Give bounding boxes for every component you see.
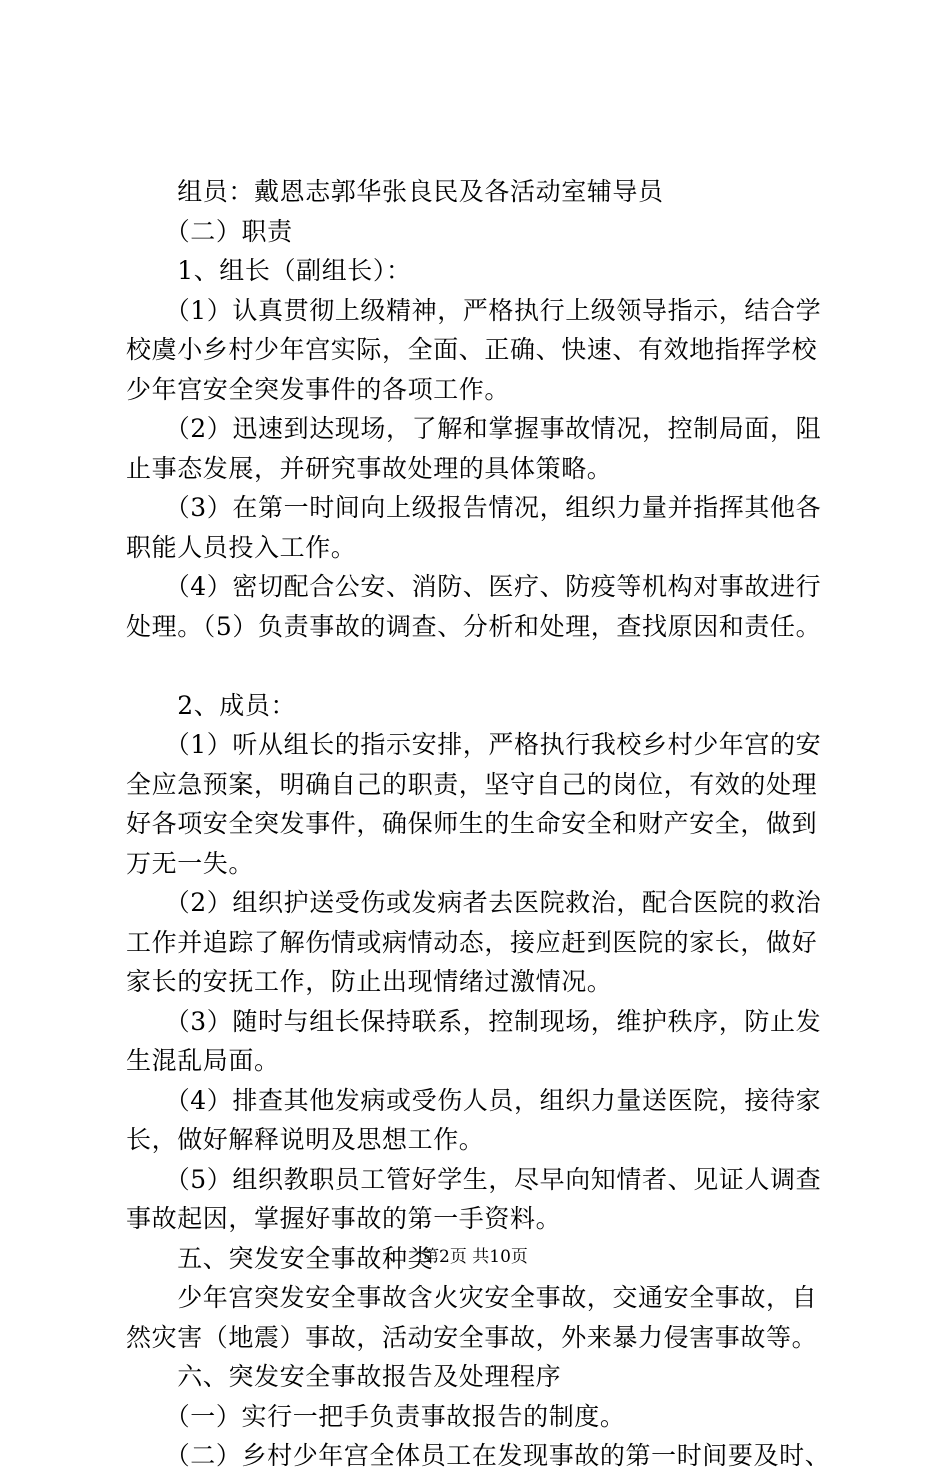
page-footer: 第2页 共10页: [422, 1247, 528, 1267]
paragraph-line: （2）组织护送受伤或发病者去医院救治，配合医院的救治: [126, 888, 822, 917]
paragraph-line: （二）乡村少年宫全体员工在发现事故的第一时间要及时、: [126, 1441, 831, 1470]
paragraph-line: 五、突发安全事故种类: [126, 1243, 434, 1273]
paragraph-line: 全应急预案，明确自己的职责，坚守自己的岗位，有效的处理: [126, 769, 818, 799]
paragraph-line: 然灾害（地震）事故，活动安全事故，外来暴力侵害事故等。: [126, 1322, 818, 1352]
paragraph-line: 职能人员投入工作。: [126, 532, 357, 562]
paragraph-line: （一）实行一把手负责事故报告的制度。: [126, 1401, 626, 1431]
paragraph-line: 家长的安抚工作，防止出现情绪过激情况。: [126, 967, 613, 996]
blank-line: [126, 646, 826, 686]
paragraph-line: 校虞小乡村少年宫实际，全面、正确、快速、有效地指挥学校: [126, 335, 818, 364]
paragraph-line: 好各项安全突发事件，确保师生的生命安全和财产安全，做到: [126, 809, 818, 838]
paragraph-line: （1）听从组长的指示安排，严格执行我校乡村少年宫的安: [126, 730, 822, 759]
paragraph-line: 止事态发展，并研究事故处理的具体策略。: [126, 453, 613, 483]
paragraph-line: 生混乱局面。: [126, 1046, 280, 1075]
paragraph-line: 长，做好解释说明及思想工作。: [126, 1125, 485, 1154]
paragraph-line: （二）职责: [126, 216, 293, 246]
paragraph-line: 组员：戴恩志郭华张良民及各活动室辅导员: [126, 177, 664, 206]
paragraph-line: 工作并追踪了解伤情或病情动态，接应赶到医院的家长，做好: [126, 927, 818, 957]
paragraph-line: （2）迅速到达现场，了解和掌握事故情况，控制局面，阻: [126, 414, 822, 443]
paragraph-line: 六、突发安全事故报告及处理程序: [126, 1362, 562, 1391]
paragraph-line: （3）随时与组长保持联系，控制现场，维护秩序，防止发: [126, 1006, 822, 1036]
paragraph-line: 处理。（5）负责事故的调查、分析和处理，查找原因和责任。: [126, 611, 822, 641]
paragraph-line: 少年宫突发安全事故含火灾安全事故，交通安全事故，自: [126, 1283, 818, 1312]
paragraph-line: 少年宫安全突发事件的各项工作。: [126, 374, 511, 404]
paragraph-line: （4）排查其他发病或受伤人员，组织力量送医院，接待家: [126, 1085, 822, 1115]
paragraph-line: （5）组织教职员工管好学生，尽早向知情者、见证人调查: [126, 1164, 822, 1194]
paragraph-line: （1）认真贯彻上级精神，严格执行上级领导指示，结合学: [126, 295, 822, 325]
paragraph-line: 1、组长（副组长）：: [126, 256, 412, 285]
paragraph-line: （4）密切配合公安、消防、医疗、防疫等机构对事故进行: [126, 572, 822, 601]
paragraph-line: 2、成员：: [126, 690, 297, 720]
paragraph-line: 万无一失。: [126, 848, 255, 878]
paragraph-line: （3）在第一时间向上级报告情况，组织力量并指挥其他各: [126, 493, 822, 522]
paragraph-line: 事故起因，掌握好事故的第一手资料。: [126, 1204, 562, 1233]
document-body: [126, 172, 831, 1476]
